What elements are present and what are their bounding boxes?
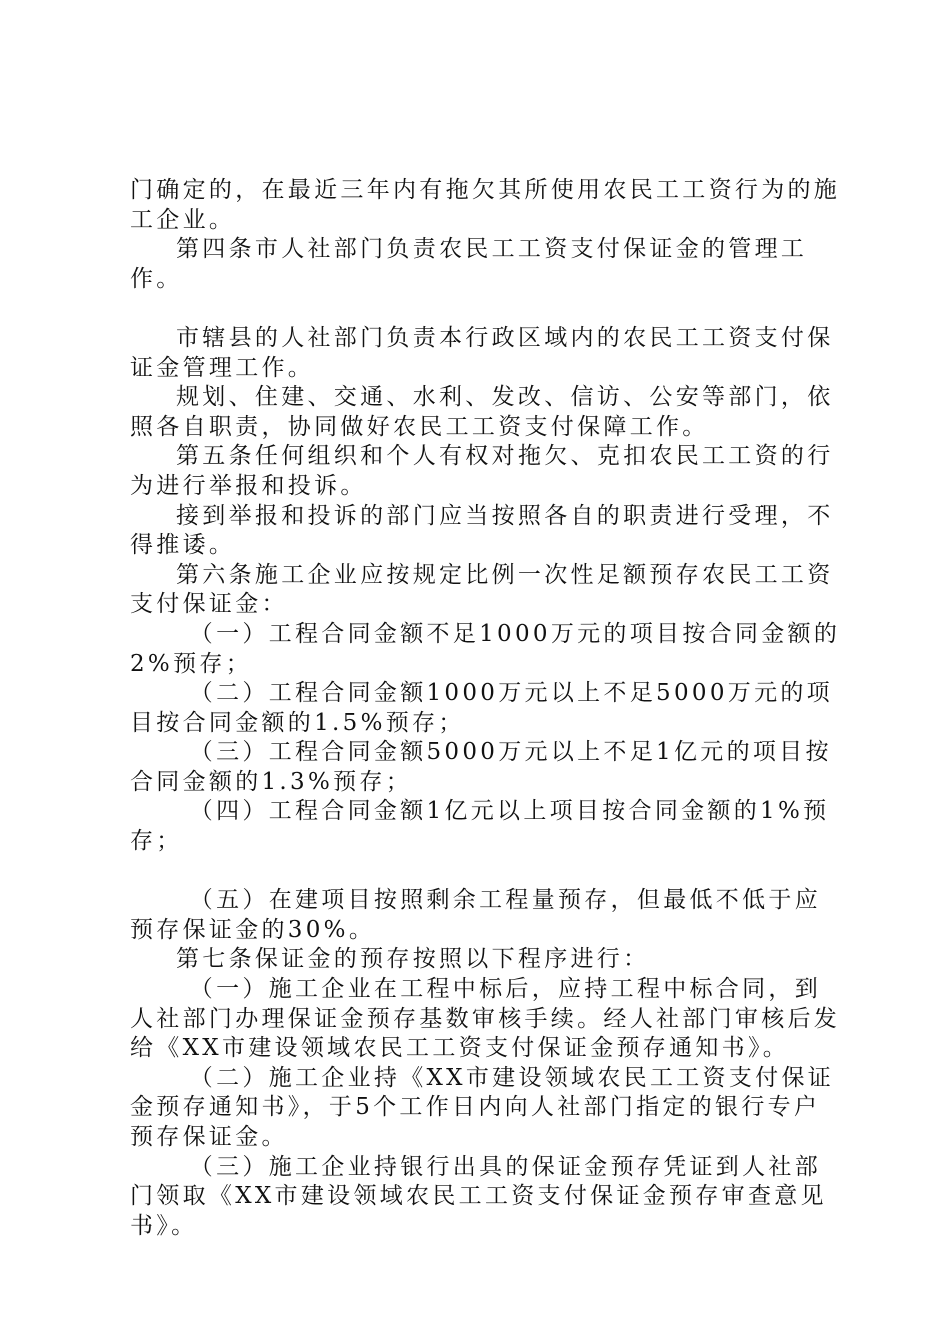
- paragraph-article-4: 第四条市人社部门负责农民工工资支付保证金的管理工作。: [130, 236, 808, 292]
- paragraph-coordinating-departments: 规划、住建、交通、水利、发改、信访、公安等部门，依照各自职责，协同做好农民工工资支付保障工作。: [130, 384, 834, 440]
- paragraph-county-department: 市辖县的人社部门负责本行政区域内的农民工工资支付保证金管理工作。: [130, 324, 834, 381]
- paragraph-deposit-rate-1: （一）工程合同金额不足1000万元的项目按合同金额的2%预存；: [130, 620, 841, 677]
- paragraph-deposit-rate-5: （五）在建项目按照剩余工程量预存，但最低不低于应预存保证金的30%。: [130, 887, 821, 943]
- paragraph-procedure-1: （一）施工企业在工程中标后，应持工程中标合同，到人社部门办理保证金预存基数审核手续。经人社部门审核后发给《XX市建设领域农民工工资支付保证金预存通知书》。: [130, 976, 841, 1062]
- paragraph-deposit-rate-4: （四）工程合同金额1亿元以上项目按合同金额的1%预存；: [130, 798, 830, 855]
- paragraph-deposit-rate-3: （三）工程合同金额5000万元以上不足1亿元的项目按合同金额的1.3%预存；: [130, 739, 832, 795]
- paragraph-continuation: 门确定的，在最近三年内有拖欠其所使用农民工工资行为的施工企业。: [130, 177, 841, 233]
- document-body: [130, 176, 842, 1241]
- paragraph-procedure-3: （三）施工企业持银行出具的保证金预存凭证到人社部门领取《XX市建设领域农民工工资支付保证金预存审查意见书》。: [130, 1153, 827, 1239]
- paragraph-article-7: 第七条保证金的预存按照以下程序进行：: [176, 946, 650, 973]
- paragraph-deposit-rate-2: （二）工程合同金额1000万元以上不足5000万元的项目按合同金额的1.5%预存；: [130, 680, 833, 736]
- paragraph-procedure-2: （二）施工企业持《XX市建设领域农民工工资支付保证金预存通知书》，于5个工作日内向人社部门指定的银行专户预存保证金。: [130, 1064, 835, 1150]
- paragraph-article-6: 第六条施工企业应按规定比例一次性足额预存农民工工资支付保证金：: [130, 561, 834, 618]
- paragraph-complaint-handling: 接到举报和投诉的部门应当按照各自的职责进行受理，不得推诿。: [130, 502, 834, 559]
- paragraph-article-5: 第五条任何组织和个人有权对拖欠、克扣农民工工资的行为进行举报和投诉。: [130, 443, 834, 499]
